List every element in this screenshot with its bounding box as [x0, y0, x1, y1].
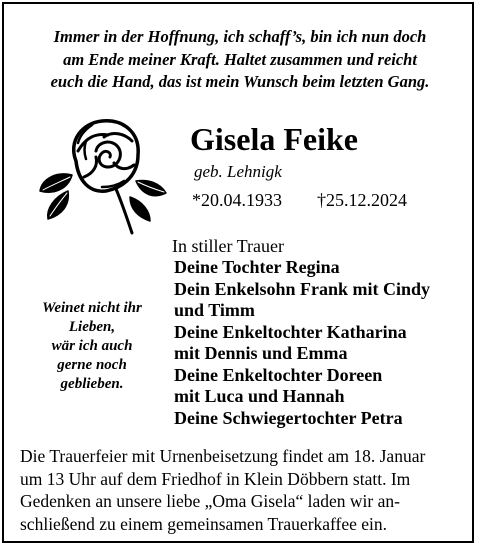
- deceased-name: Gisela Feike: [190, 121, 358, 157]
- mourners-list: [174, 257, 430, 429]
- poem-line: Lieben,: [68, 319, 116, 335]
- mourner-line: Deine Schwiegertochter Petra: [174, 407, 403, 428]
- notice-line: Die Trauerfeier mit Urnenbeisetzung findet am 18. Januar: [20, 446, 426, 466]
- maiden-name: geb. Lehnigk: [194, 162, 282, 181]
- motto-line: euch die Hand, das ist mein Wunsch beim letzten Gang.: [50, 72, 430, 91]
- mourner-line: Dein Enkelsohn Frank mit Cindy: [174, 278, 431, 299]
- poem-line: wär ich auch: [51, 338, 133, 354]
- poem-line: gerne noch: [57, 357, 127, 373]
- mourner-line: Deine Enkeltochter Doreen: [174, 364, 383, 385]
- rose-icon: [38, 111, 168, 237]
- motto-line: Immer in der Hoffnung, ich schaff’s, bin ich nun doch: [53, 27, 427, 46]
- mourner-line: Deine Enkeltochter Katharina: [174, 321, 407, 342]
- mourning-intro: In stiller Trauer: [172, 236, 284, 256]
- notice-line: schließend zu einem gemeinsamen Trauerkaffee ein.: [20, 513, 388, 534]
- mourner-line: mit Luca und Hannah: [174, 386, 345, 406]
- motto-line: am Ende meiner Kraft. Haltet zusammen und reicht: [63, 49, 417, 69]
- poem-line: Weinet nicht ihr: [42, 300, 142, 316]
- death-date: †25.12.2024: [317, 190, 407, 210]
- poem-verse: [26, 299, 158, 394]
- mourner-line: mit Dennis und Emma: [174, 343, 348, 363]
- funeral-notice: [20, 445, 425, 535]
- poem-line: geblieben.: [60, 376, 124, 392]
- obituary-frame: [2, 2, 474, 543]
- mourner-line: Deine Tochter Regina: [174, 257, 340, 277]
- birth-date: *20.04.1933: [192, 190, 282, 210]
- notice-line: um 13 Uhr auf dem Friedhof in Klein Döbbern statt. Im: [20, 468, 411, 489]
- motto-verse: [18, 26, 462, 94]
- notice-line: Gedenken an unsere liebe „Oma Gisela“ laden wir an-: [20, 491, 400, 511]
- mourner-line: und Timm: [174, 300, 255, 320]
